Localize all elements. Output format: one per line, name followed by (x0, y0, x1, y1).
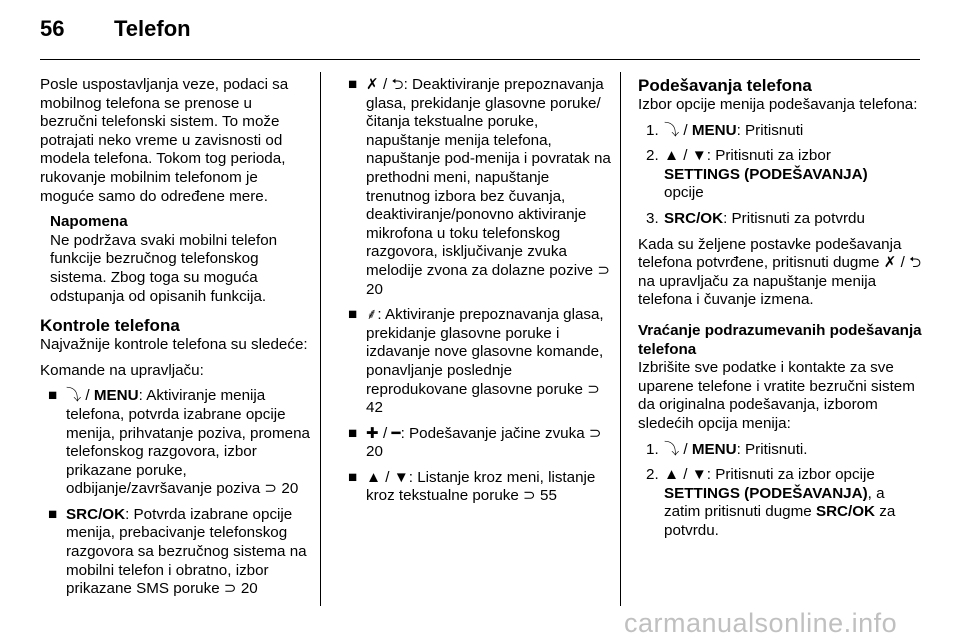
intro-paragraph: Posle uspostavljanja veze, podaci sa mobilnog telefona se prenose u bezručni telefonski sistem. To može potrajati neko vreme u zavisnosti od modela telefona. Tokom tog perioda, rukovanje mobilnim telefonom je moguće samo do određene mere. (40, 76, 289, 205)
step-number: 2. (646, 466, 659, 484)
heading-phone-settings: Podešavanja telefona (638, 76, 812, 95)
key-label: SRC/OK (66, 505, 126, 523)
ref-arrow-icon: ⊃ (264, 480, 278, 498)
phone-answer-icon: ⤵ (66, 387, 82, 405)
item-text: : Pritisnuti za potvrdu (723, 209, 865, 227)
key-label: MENU (93, 387, 139, 405)
slash: / (382, 424, 388, 442)
list-item (638, 210, 922, 229)
item-text: : Aktiviranje menija telefona, potvrda izabrane opcije menija, prihvatanje poziva, promena telefonskog razgovora, izbor prikazane poruke, odbijanje/završavanje poziva (66, 387, 310, 498)
key-label: SRC/OK (664, 209, 724, 227)
watermark: carmanualsonline.info (624, 608, 898, 638)
back-icon: ⮌ (909, 254, 922, 272)
slash: / (683, 147, 688, 165)
column-2 (340, 76, 612, 513)
slash: / (900, 254, 905, 272)
ref-arrow-icon: ⊃ (597, 261, 611, 279)
list-item (340, 469, 612, 506)
column-divider-2 (620, 72, 621, 606)
arrow-up-icon: ▲ (664, 466, 680, 484)
bullet-icon: ■ (48, 387, 58, 405)
item-text: : Deaktiviranje prepoznavanja glasa, prekidanje glasovne poruke/čitanja tekstualne poruke, napuštanje menija telefona, napuštanje pod-menija i povratak na prethodni meni, napuštanje trenutnog izbora bez čuvanja, deaktiviranje/ponovno aktiviranje mikrofona u toku telefonskog razgovora, isključivanje zvuka melodije zvona za dolazne pozive (366, 76, 611, 279)
step-number: 1. (646, 121, 659, 139)
section-title: Telefon (114, 16, 191, 41)
slash: / (683, 466, 688, 484)
ref-arrow-icon: ⊃ (223, 580, 237, 598)
item-text: : Podešavanje jačine zvuka (400, 424, 585, 442)
list-item (638, 147, 922, 203)
item-text: opcije (664, 184, 704, 202)
note-title: Napomena (50, 213, 128, 231)
bullet-icon: ■ (48, 505, 58, 523)
page-ref: 42 (366, 399, 383, 417)
ref-arrow-icon: ⊃ (523, 487, 536, 505)
arrow-up-icon: ▲ (366, 468, 382, 486)
mute-icon: ✗ (366, 76, 379, 93)
key-label: SETTINGS (PODEŠAVANJA) (664, 484, 868, 502)
arrow-down-icon: ▼ (691, 466, 707, 484)
key-label: MENU (691, 440, 737, 458)
bullet-icon: ■ (348, 306, 358, 324)
header-rule (40, 59, 920, 60)
page-number: 56 (40, 16, 65, 41)
voice-icon: ⸙ (366, 306, 378, 324)
slash: / (85, 387, 90, 405)
list-item (340, 425, 612, 462)
plus-icon: ✚ (366, 424, 379, 442)
key-label: MENU (691, 121, 737, 139)
heading-reset: Vraćanje podrazumevanih podešavanja telefona (638, 321, 922, 358)
list-item (638, 122, 922, 141)
list-item (340, 76, 612, 299)
note-text: Ne podržava svaki mobilni telefon funkcije bezručnog telefonskog sistema. Zbog toga su moguća odstupanja od opisanih funkcija. (50, 231, 278, 305)
item-text: : Pritisnuti za izbor opcije (706, 466, 875, 484)
controls-lead: Najvažnije kontrole telefona su sledeće: (40, 336, 308, 354)
phone-answer-icon: ⤵ (664, 440, 680, 458)
ref-arrow-icon: ⊃ (587, 380, 600, 398)
item-text: : Potvrda izabrane opcije menija, prebacivanje telefonskog razgovora sa bezručnog sistema na mobilni telefon i obratno, izbor prikazane SMS poruke (66, 505, 307, 598)
item-text: : Pritisnuti (736, 121, 804, 139)
key-label: SETTINGS (PODEŠAVANJA) (664, 165, 868, 183)
bullet-icon: ■ (348, 76, 358, 93)
column-3 (638, 76, 922, 547)
page-ref: 20 (366, 280, 383, 298)
phone-answer-icon: ⤵ (664, 121, 680, 139)
column-divider-1 (320, 72, 321, 606)
item-text: , a zatim pritisnuti dugme (664, 484, 885, 521)
ref-arrow-icon: ⊃ (588, 424, 602, 442)
list-item (40, 387, 312, 499)
back-icon: ⮌ (391, 76, 404, 93)
page-header (40, 16, 920, 50)
bullet-icon: ■ (348, 468, 358, 486)
paragraph-text: Kada su željene postavke podešavanja telefona potvrđene, pritisnuti dugme (638, 235, 902, 272)
reset-paragraph: Izbrišite sve podatke i kontakte za sve uparene telefone i vratite bezručni sistem da originalna podešavanja, izborom sledećih opcija menija: (638, 359, 915, 432)
key-label: SRC/OK (815, 503, 876, 521)
list-item (340, 306, 612, 418)
step-number: 2. (646, 147, 659, 165)
page-ref: 55 (540, 487, 557, 505)
list-item (638, 441, 922, 460)
paragraph-text: na upravljaču za napuštanje menija telefona i čuvanje izmena. (638, 272, 877, 309)
controls-intro: Komande na upravljaču: (40, 361, 204, 379)
arrow-up-icon: ▲ (664, 147, 680, 165)
item-text: za potvrdu. (664, 503, 896, 539)
list-item (638, 466, 922, 540)
item-text: : Pritisnuti. (736, 440, 808, 458)
slash: / (382, 76, 388, 93)
slash: / (385, 468, 390, 486)
slash: / (683, 440, 688, 458)
step-number: 3. (646, 209, 659, 227)
column-1 (40, 76, 312, 606)
page-ref: 20 (281, 480, 299, 498)
page-ref: 20 (240, 580, 258, 598)
item-text: : Aktiviranje prepoznavanja glasa, prekidanje glasovne poruke i izdavanje nove glasovne komande, ponavljanje poslednje reprodukovane glasovne poruke (366, 306, 604, 398)
bullet-icon: ■ (348, 424, 358, 442)
item-text: : Listanje kroz meni, listanje kroz tekstualne poruke (366, 468, 596, 505)
confirm-paragraph (638, 236, 922, 310)
mute-icon: ✗ (883, 254, 897, 272)
heading-controls: Kontrole telefona (40, 316, 180, 336)
arrow-down-icon: ▼ (691, 147, 707, 165)
slash: / (683, 121, 688, 139)
step-number: 1. (646, 440, 659, 458)
item-text: : Pritisnuti za izbor (706, 147, 831, 165)
list-item (40, 506, 312, 599)
arrow-down-icon: ▼ (393, 468, 409, 486)
page-ref: 20 (366, 443, 383, 461)
minus-icon: ━ (391, 424, 401, 442)
settings-lead: Izbor opcije menija podešavanja telefona: (638, 96, 918, 113)
